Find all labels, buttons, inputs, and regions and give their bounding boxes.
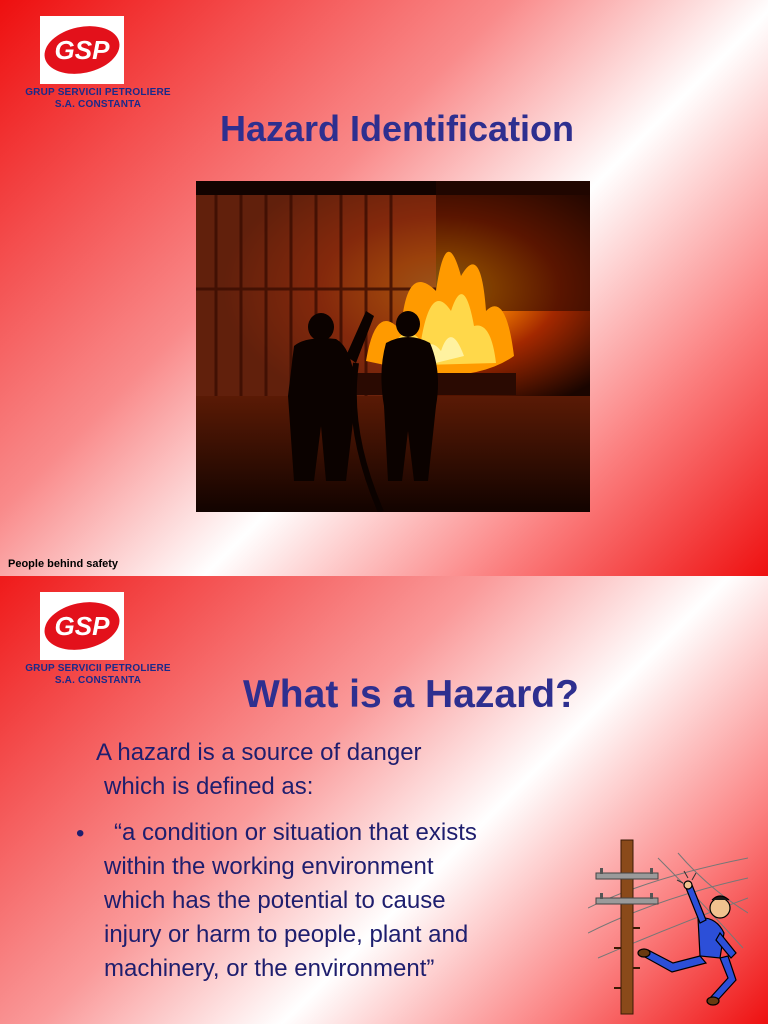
definition-line: “a condition or situation that exists (114, 819, 477, 846)
hazard-definition (104, 816, 574, 986)
intro-line-2: which is defined as: (104, 773, 314, 800)
bullet-marker: • (76, 820, 85, 847)
company-name (0, 87, 196, 111)
gsp-logo (40, 592, 124, 660)
company-line-1: GRUP SERVICII PETROLIERE (25, 87, 171, 98)
company-line-2: S.A. CONSTANTA (54, 99, 142, 110)
gsp-logo-icon (40, 592, 124, 660)
svg-text:GSP: GSP (54, 611, 110, 641)
definition-line: within the working environment (104, 853, 434, 880)
company-line-1: GRUP SERVICII PETROLIERE (25, 663, 171, 674)
definition-line: machinery, or the environment” (104, 955, 435, 982)
page-title: Hazard Identification (220, 108, 575, 149)
intro-line-1: A hazard is a source of danger (96, 739, 422, 766)
definition-line: which has the potential to cause (104, 887, 446, 914)
electrocuted-worker-icon (588, 838, 748, 1016)
company-name (0, 663, 196, 687)
company-line-2: S.A. CONSTANTA (54, 675, 142, 686)
hazard-intro (96, 736, 422, 804)
gsp-logo-icon (40, 16, 124, 84)
firefighters-image (196, 181, 590, 512)
fire-photo (196, 181, 590, 512)
svg-text:GSP: GSP (54, 35, 110, 65)
tagline: People behind safety (8, 558, 119, 570)
electrocution-clipart (588, 838, 748, 1016)
gsp-logo (40, 16, 124, 84)
definition-line: injury or harm to people, plant and (104, 921, 469, 948)
page-title: What is a Hazard? (243, 673, 579, 716)
